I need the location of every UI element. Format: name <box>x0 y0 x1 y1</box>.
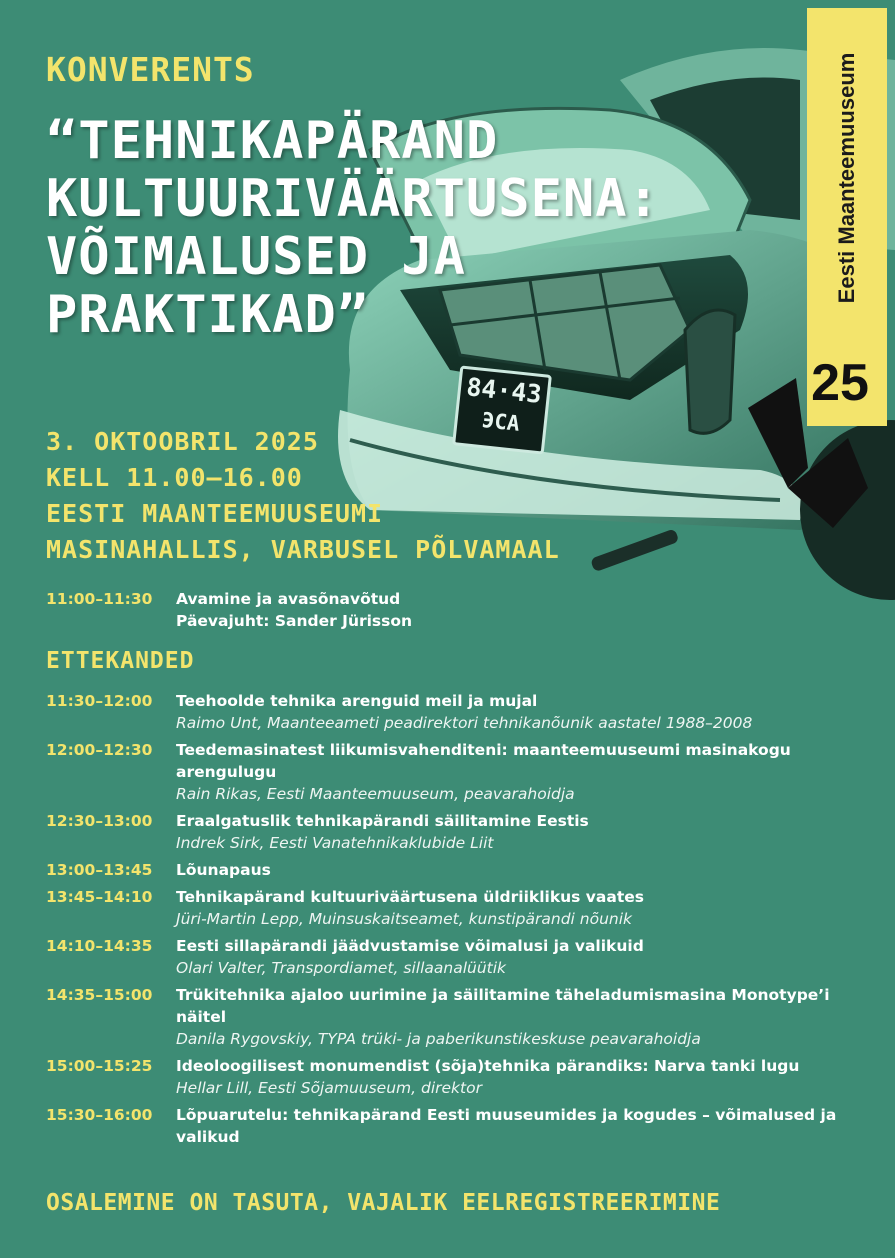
talk-speaker: Hellar Lill, Eesti Sõjamuuseum, direktor <box>176 1079 482 1097</box>
talk-time: 13:00–13:45 <box>46 861 153 879</box>
section-label: ETTEKANDED <box>46 648 195 674</box>
talk-speaker: Danila Rygovskiy, TYPA trüki- ja paberikunstikeskuse peavarahoidja <box>176 1030 701 1048</box>
title-line: KULTUURIVÄÄRTUSENA: <box>46 169 660 229</box>
talk-speaker: Rain Rikas, Eesti Maanteemuuseum, peavarahoidja <box>176 785 575 803</box>
talk-title: Lõpuarutelu: tehnikapärand Eesti muuseumides ja kogudes – võimalused ja valikud <box>176 1106 837 1146</box>
talk-title: Tehnikapärand kultuuriväärtusena üldriiklikus vaates <box>176 888 644 906</box>
schedule-time: 11:00–11:30 <box>46 590 153 608</box>
talk-speaker: Raimo Unt, Maanteeameti peadirektori tehnikanõunik aastatel 1988–2008 <box>176 714 753 732</box>
venue-line: EESTI MAANTEEMUUSEUMI <box>46 499 384 528</box>
date-venue <box>46 424 560 568</box>
talk-title: Eraalgatuslik tehnikapärandi säilitamine Eestis <box>176 812 589 830</box>
talk-title: Teedemasinatest liikumisvahenditeni: maanteemuuseumi masinakogu arengulugu <box>176 741 791 781</box>
talk-time: 14:10–14:35 <box>46 937 153 955</box>
museum-25-logo <box>748 338 888 528</box>
kicker: KONVERENTS <box>46 50 255 89</box>
talk-title: Ideoloogilisest monumendist (sõja)tehnika pärandiks: Narva tanki lugu <box>176 1057 800 1075</box>
opening-block <box>46 588 866 637</box>
schedule-subtitle: Päevajuht: Sander Jürisson <box>176 612 413 630</box>
talk-speaker: Indrek Sirk, Eesti Vanatehnikaklubide Liit <box>176 834 494 852</box>
talk-row <box>46 859 876 881</box>
talk-time: 15:30–16:00 <box>46 1106 153 1124</box>
talk-row <box>46 984 876 1050</box>
talk-row <box>46 886 876 930</box>
venue-line: MASINAHALLIS, VARBUSEL PÕLVAMAAL <box>46 535 560 564</box>
schedule-title: Avamine ja avasõnavõtud <box>176 590 401 608</box>
talk-time: 14:35–15:00 <box>46 986 153 1004</box>
talk-row <box>46 739 876 805</box>
talk-speaker: Jüri-Martin Lepp, Muinsuskaitseamet, kunstipärandi nõunik <box>176 910 633 928</box>
talk-row <box>46 935 876 979</box>
plate-line-2: ЭСА <box>480 408 521 436</box>
plate-line-1: 84·43 <box>465 372 543 409</box>
registration-note: OSALEMINE ON TASUTA, VAJALIK EELREGISTREERIMINE <box>46 1190 721 1216</box>
talk-speaker: Olari Valter, Transpordiamet, sillaanalüütik <box>176 959 507 977</box>
talk-title: Eesti sillapärandi jäädvustamise võimalusi ja valikuid <box>176 937 644 955</box>
talk-row <box>46 1055 876 1099</box>
schedule-row <box>46 588 866 632</box>
talk-title: Trükitehnika ajaloo uurimine ja säilitamine täheladumismasina Monotype’i näitel <box>176 986 830 1026</box>
talk-time: 12:00–12:30 <box>46 741 153 759</box>
logo-text: 25 <box>811 354 869 412</box>
conference-title <box>46 112 806 344</box>
talk-row <box>46 810 876 854</box>
talk-time: 12:30–13:00 <box>46 812 153 830</box>
museum-name: Eesti Maanteemuuseum <box>834 52 859 304</box>
talk-time: 11:30–12:00 <box>46 692 153 710</box>
date-line: 3. OKTOOBRIL 2025 <box>46 427 319 456</box>
talk-title: Teehoolde tehnika arenguid meil ja mujal <box>176 692 538 710</box>
title-line: VÕIMALUSED JA <box>46 227 466 287</box>
title-line: “TEHNIKAPÄRAND <box>46 111 499 171</box>
talk-time: 15:00–15:25 <box>46 1057 153 1075</box>
talk-time: 13:45–14:10 <box>46 888 153 906</box>
title-line: PRAKTIKAD” <box>46 285 370 345</box>
talks-list <box>46 690 876 1153</box>
talk-title: Lõunapaus <box>176 861 271 879</box>
time-line: KELL 11.00–16.00 <box>46 463 303 492</box>
talk-row <box>46 690 876 734</box>
talk-row <box>46 1104 876 1148</box>
